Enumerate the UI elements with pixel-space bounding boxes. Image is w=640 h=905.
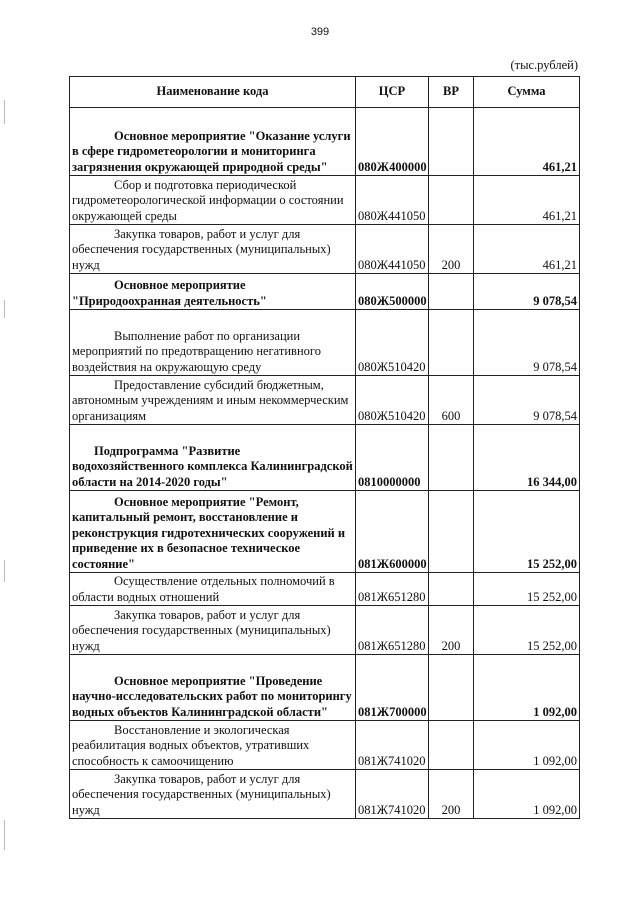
row-vr	[429, 274, 474, 310]
row-vr	[429, 491, 474, 573]
table-row	[70, 310, 580, 376]
row-sum: 1 092,00	[474, 655, 580, 721]
row-vr: 600	[429, 376, 474, 425]
row-csr: 080Ж400000	[356, 108, 429, 176]
row-csr: 0810000000	[356, 425, 429, 491]
table-row	[70, 176, 580, 225]
row-name: Закупка товаров, работ и услуг для обеспечения государственных (муниципальных) нужд	[70, 225, 356, 274]
row-vr	[429, 655, 474, 721]
row-vr	[429, 573, 474, 606]
table-row	[70, 721, 580, 770]
row-csr: 080Ж510420	[356, 310, 429, 376]
row-vr	[429, 425, 474, 491]
row-sum: 1 092,00	[474, 721, 580, 770]
margin-mark	[4, 820, 5, 850]
row-sum: 461,21	[474, 108, 580, 176]
row-sum: 9 078,54	[474, 310, 580, 376]
header-sum: Сумма	[474, 77, 580, 108]
row-vr	[429, 721, 474, 770]
table-row	[70, 770, 580, 819]
row-sum: 16 344,00	[474, 425, 580, 491]
row-name: Выполнение работ по организации мероприятий по предотвращению негативного воздействия на окружающую среду	[70, 310, 356, 376]
row-csr: 081Ж651280	[356, 573, 429, 606]
margin-mark	[4, 560, 5, 582]
header-name: Наименование кода	[70, 77, 356, 108]
budget-table	[69, 76, 580, 819]
table-row	[70, 376, 580, 425]
row-csr: 081Ж600000	[356, 491, 429, 573]
table-row	[70, 425, 580, 491]
row-sum: 461,21	[474, 176, 580, 225]
row-csr: 081Ж741020	[356, 721, 429, 770]
row-sum: 15 252,00	[474, 491, 580, 573]
units-label: (тыс.рублей)	[510, 58, 578, 72]
row-sum: 9 078,54	[474, 274, 580, 310]
margin-mark	[4, 100, 5, 124]
table-header-row	[70, 77, 580, 108]
table-row	[70, 108, 580, 176]
table-row	[70, 655, 580, 721]
row-csr: 081Ж651280	[356, 606, 429, 655]
row-vr: 200	[429, 770, 474, 819]
row-csr: 080Ж441050	[356, 225, 429, 274]
row-name: Восстановление и экологическая реабилитация водных объектов, утративших способность к самоочищению	[70, 721, 356, 770]
row-sum: 461,21	[474, 225, 580, 274]
row-name: Подпрограмма "Развитие водохозяйственного комплекса Калининградской области на 2014-2020 годы"	[70, 425, 356, 491]
row-name: Основное мероприятие "Оказание услуги в сфере гидрометеорологии и мониторинга загрязнения окружающей природной среды"	[70, 108, 356, 176]
row-name: Закупка товаров, работ и услуг для обеспечения государственных (муниципальных) нужд	[70, 770, 356, 819]
table-row	[70, 606, 580, 655]
row-csr: 080Ж510420	[356, 376, 429, 425]
table-row	[70, 573, 580, 606]
row-name: Основное мероприятие "Ремонт, капитальный ремонт, восстановление и реконструкция гидротехнических сооружений и приведение их в безопасное техническое состояние"	[70, 491, 356, 573]
row-csr: 081Ж700000	[356, 655, 429, 721]
row-name: Основное мероприятие "Природоохранная деятельность"	[70, 274, 356, 310]
margin-mark	[4, 300, 5, 318]
row-name: Сбор и подготовка периодической гидрометеорологической информации о состоянии окружающей среды	[70, 176, 356, 225]
row-name: Основное мероприятие "Проведение научно-исследовательских работ по мониторингу водных объектов Калининградской области"	[70, 655, 356, 721]
row-csr: 080Ж441050	[356, 176, 429, 225]
row-name: Закупка товаров, работ и услуг для обеспечения государственных (муниципальных) нужд	[70, 606, 356, 655]
row-name: Предоставление субсидий бюджетным, автономным учреждениям и иным некоммерческим организациям	[70, 376, 356, 425]
page-number: 399	[310, 26, 330, 38]
row-vr: 200	[429, 606, 474, 655]
row-csr: 080Ж500000	[356, 274, 429, 310]
header-csr: ЦСР	[356, 77, 429, 108]
row-csr: 081Ж741020	[356, 770, 429, 819]
row-vr	[429, 176, 474, 225]
row-vr	[429, 310, 474, 376]
row-sum: 9 078,54	[474, 376, 580, 425]
table-row	[70, 491, 580, 573]
row-vr: 200	[429, 225, 474, 274]
header-vr: ВР	[429, 77, 474, 108]
row-name: Осуществление отдельных полномочий в области водных отношений	[70, 573, 356, 606]
row-sum: 15 252,00	[474, 606, 580, 655]
table-row	[70, 225, 580, 274]
row-vr	[429, 108, 474, 176]
row-sum: 15 252,00	[474, 573, 580, 606]
row-sum: 1 092,00	[474, 770, 580, 819]
table-row	[70, 274, 580, 310]
